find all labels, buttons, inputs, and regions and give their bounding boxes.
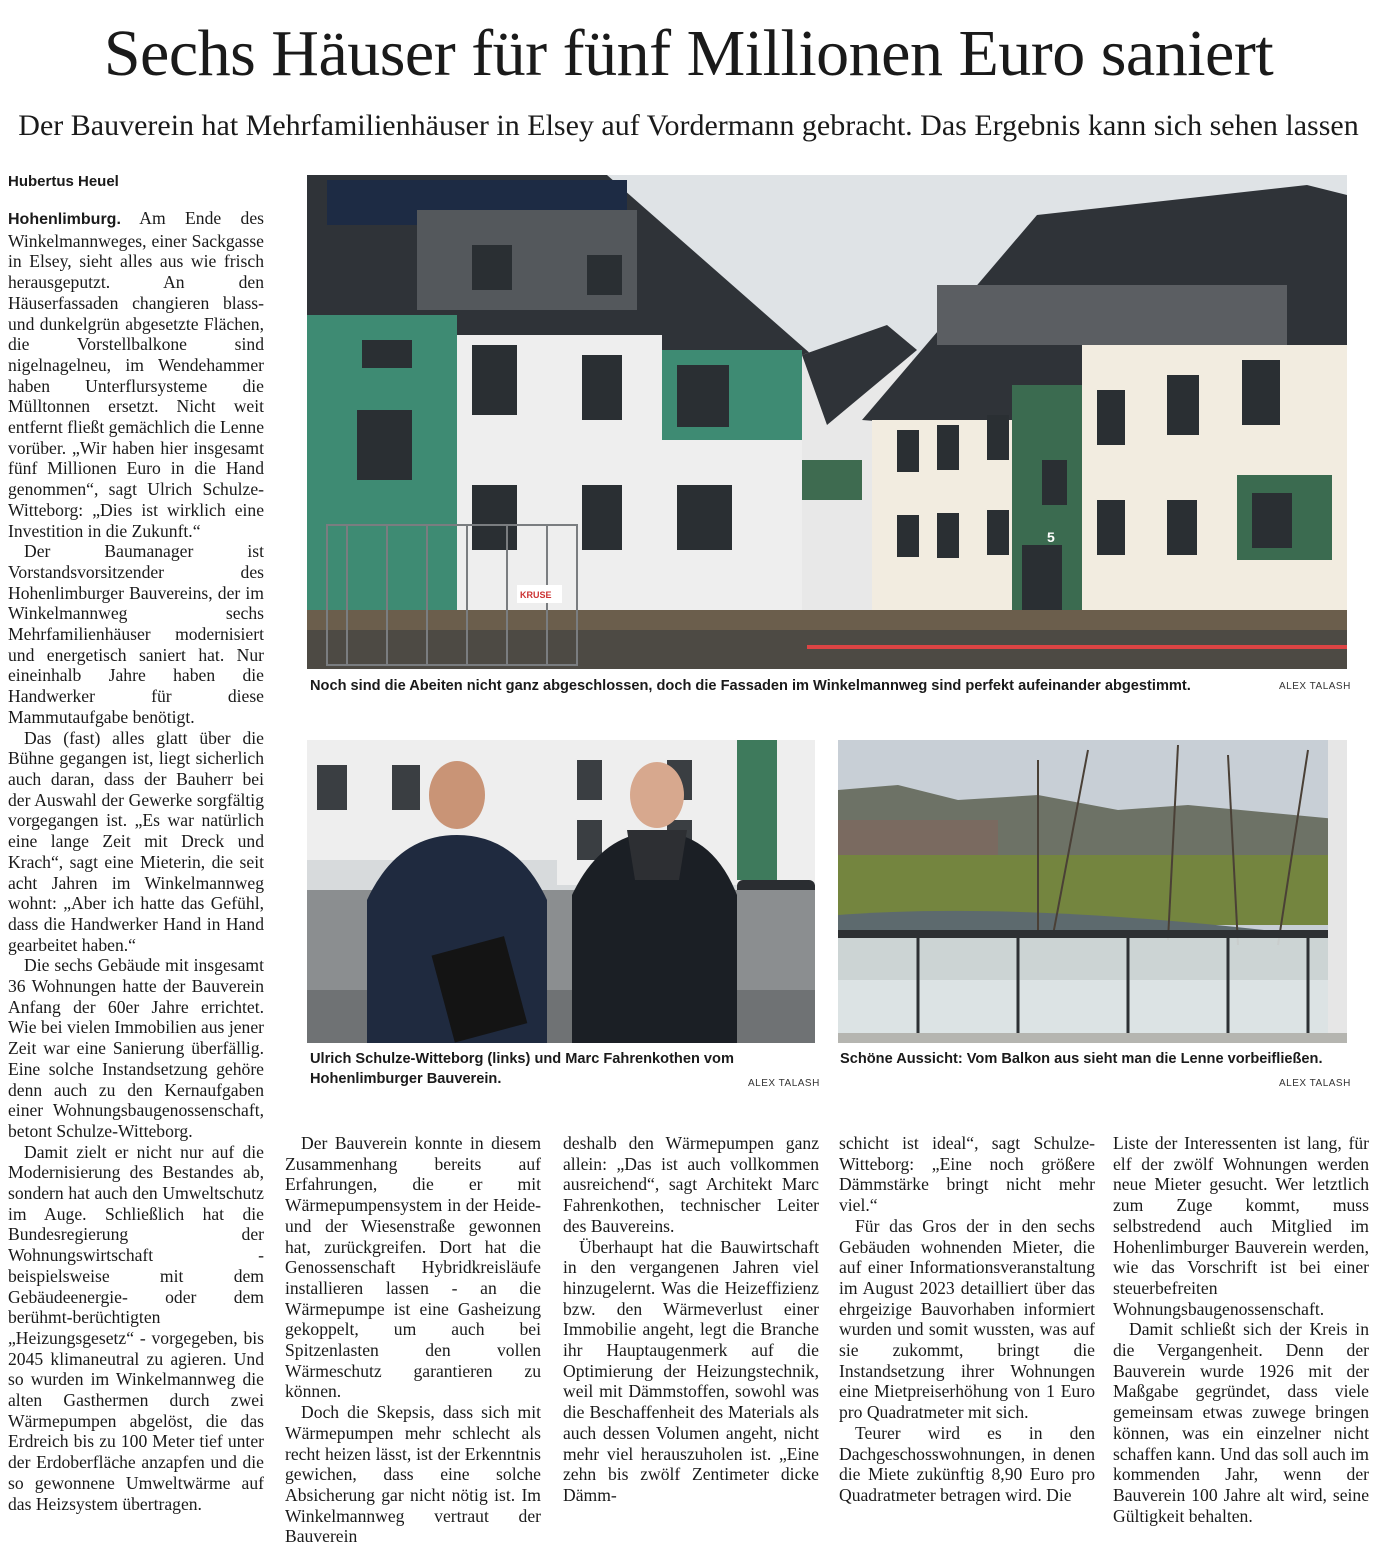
paragraph: Liste der Interessenten ist lang, für elf der zwölf Wohnungen werden neue Mieter gesucht. Wer letztlich zum Zuge kommt, muss selbstredend auch Mitglied im Hohenlimburger Bauverein werden, wie das Vorschrift ist bei einer steuerbefreiten Wohnungsbaugenossenschaft.: [1113, 1133, 1369, 1319]
article-column-5: [1113, 1133, 1369, 1526]
dateline: Hohenlimburg.: [8, 211, 121, 228]
paragraph: Für das Gros der in den sechs Gebäuden wohnenden Mieter, die auf einer Informationsveranstaltung im August 2023 detailliert über das ehrgeizige Bauvorhaben informiert wurden und somit wussten, was auf sie zukommt, bringt die Instandsetzung ihrer Wohnungen eine Mietpreiserhöhung von 1 Euro pro Quadratmeter mit sich.: [839, 1215, 1095, 1423]
photo-credit-main: ALEX TALASH: [1279, 681, 1351, 692]
fence-sign: KRUSE: [520, 590, 552, 600]
article-column-1: [8, 208, 264, 1514]
paragraph: schicht ist ideal“, sagt Schulze-Witteborg: „Eine noch größere Dämmstärke bringt nicht mehr viel.“: [839, 1133, 1095, 1216]
photo-credit-portrait: ALEX TALASH: [748, 1078, 820, 1089]
paragraph: Das (fast) alles glatt über die Bühne gegangen ist, liegt sicherlich auch daran, dass der Bauherr bei der Auswahl der Gewerke sorgfältig vorgegangen ist. „Es war natürlich eine lange Zeit mit Dreck und Krach“, sagt eine Mieterin, die seit acht Jahren im Winkelmannweg wohnt: „Aber ich hatte das Gefühl, dass die Handwerker Hand in Hand gearbeitet haben.“: [8, 727, 264, 955]
photo-portrait: [307, 740, 815, 1043]
portrait-illustration: [307, 740, 815, 1043]
photo-buildings: [307, 175, 1347, 669]
author-byline: Hubertus Heuel: [8, 173, 119, 190]
paragraph: [8, 208, 264, 541]
paragraph: Der Bauverein konnte in diesem Zusammenhang bereits auf Erfahrungen, die er mit Wärmepumpensystem in der Heide- und der Wiesenstraße gewonnen hat, zurückgreifen. Dort hat die Genossenschaft Hybridkreisläufe installieren lassen - an die Wärmepumpe ist eine Gasheizung gekoppelt, um auch bei Spitzenlasten den vollen Wärmeschutz garantieren zu können.: [285, 1133, 541, 1402]
paragraph: Damit zielt er nicht nur auf die Modernisierung des Bestandes ab, sondern hat auch den Umweltschutz im Auge. Schließlich hat die Bundesregierung der Wohnungswirtschaft - beispielsweise mit dem Gebäudeenergie- oder dem berühmt-berüchtigten „Heizungsgesetz“ - vorgegeben, bis 2045 klimaneutral zu agieren. Und so wurden im Winkelmannweg die alten Gasthermen durch zwei Wärmepumpen abgelöst, die das Erdreich bis zu 100 Meter tief unter der Erdoberfläche anzapfen und die so gewonnene Umweltwärme auf das Heizsystem übertragen.: [8, 1141, 264, 1514]
balcony-illustration: [838, 740, 1347, 1043]
paragraph: Doch die Skepsis, dass sich mit Wärmepumpen mehr schlecht als recht heizen lässt, ist der Erkenntnis gewichen, dass eine solche Absicherung gar nicht nötig ist. Im Winkelmannweg vertraut der Bauverein: [285, 1402, 541, 1547]
paragraph: Teurer wird es in den Dachgeschosswohnungen, in denen die Miete zukünftig 8,90 Euro pro Quadratmeter betragen wird. Die: [839, 1422, 1095, 1505]
article-column-3: [563, 1133, 819, 1506]
paragraph: Die sechs Gebäude mit insgesamt 36 Wohnungen hatte der Bauverein Anfang der 60er Jahre errichtet. Wie bei vielen Immobilien aus jener Zeit war eine Sanierung überfällig. Eine solche Instandsetzung gehöre denn auch zu den Kernaufgaben einer Wohnungsbaugenossenschaft, betont Schulze-Witteborg.: [8, 955, 264, 1141]
article-column-4: [839, 1133, 1095, 1506]
house-number: 5: [1047, 529, 1055, 545]
photo-caption-balcony: Schöne Aussicht: Vom Balkon aus sieht man die Lenne vorbeifließen.: [840, 1051, 1323, 1067]
photo-balcony: [838, 740, 1347, 1043]
paragraph: Überhaupt hat die Bauwirtschaft in den vergangenen Jahren viel hinzugelernt. Was die Heizeffizienz bzw. den Wärmeverlust einer Immobilie angeht, legt die Branche ihr Hauptaugenmerk auf die Optimierung der Heizungstechnik, weil mit Dämmstoffen, sowohl was die Beschaffenheit des Materials als auch dessen Volumen angeht, nicht mehr viel herauszuholen ist. „Eine zehn bis zwölf Zentimeter dicke Dämm-: [563, 1236, 819, 1505]
paragraph: Der Baumanager ist Vorstandsvorsitzender des Hohenlimburger Bauvereins, der im Winkelmannweg sechs Mehrfamilienhäuser modernisiert und energetisch saniert hat. Nur eineinhalb Jahre haben die Handwerker für diese Mammutaufgabe benötigt.: [8, 541, 264, 727]
article-column-2: [285, 1133, 541, 1547]
photo-credit-balcony: ALEX TALASH: [1279, 1078, 1351, 1089]
photo-caption-main: Noch sind die Abeiten nicht ganz abgeschlossen, doch die Fassaden im Winkelmannweg sind perfekt aufeinander abgestimmt.: [310, 678, 1191, 694]
paragraph: deshalb den Wärmepumpen ganz allein: „Das ist auch vollkommen ausreichend“, sagt Architekt Marc Fahrenkothen, technischer Leiter des Bauvereins.: [563, 1133, 819, 1236]
subline: Der Bauverein hat Mehrfamilienhäuser in Elsey auf Vordermann gebracht. Das Ergebnis kann sich sehen lassen: [18, 109, 1359, 142]
paragraph: Damit schließt sich der Kreis in die Vergangenheit. Denn der Bauverein wurde 1926 mit der Maßgabe gegründet, dass viele gemeinsam etwas zuwege bringen können, was ein einzelner nicht schaffen kann. Und das soll auch im kommenden Jahr, wenn der Bauverein 100 Jahre alt wird, seine Gültigkeit behalten.: [1113, 1319, 1369, 1526]
buildings-illustration: [307, 175, 1347, 669]
headline: Sechs Häuser für fünf Millionen Euro saniert: [103, 17, 1274, 90]
photo-caption-portrait: Ulrich Schulze-Witteborg (links) und Marc Fahrenkothen vom Hohenlimburger Bauverein.: [310, 1051, 734, 1087]
paragraph-text: Am Ende des Winkelmannweges, einer Sackgasse in Elsey, sieht alles aus wie frisch herausgeputzt. An den Häuserfassaden changieren blass- und dunkelgrün abgesetzte Flächen, die Vorstellbalkone sind nigelnagelneu, im Wendehammer haben Unterflursysteme die Mülltonnen ersetzt. Nicht weit entfernt fließt gemächlich die Lenne vorüber. „Wir haben hier insgesamt fünf Millionen Euro in die Hand genommen“, sagt Ulrich Schulze-Witteborg: „Dies ist wirklich eine Investition in die Zukunft.“: [8, 208, 264, 541]
